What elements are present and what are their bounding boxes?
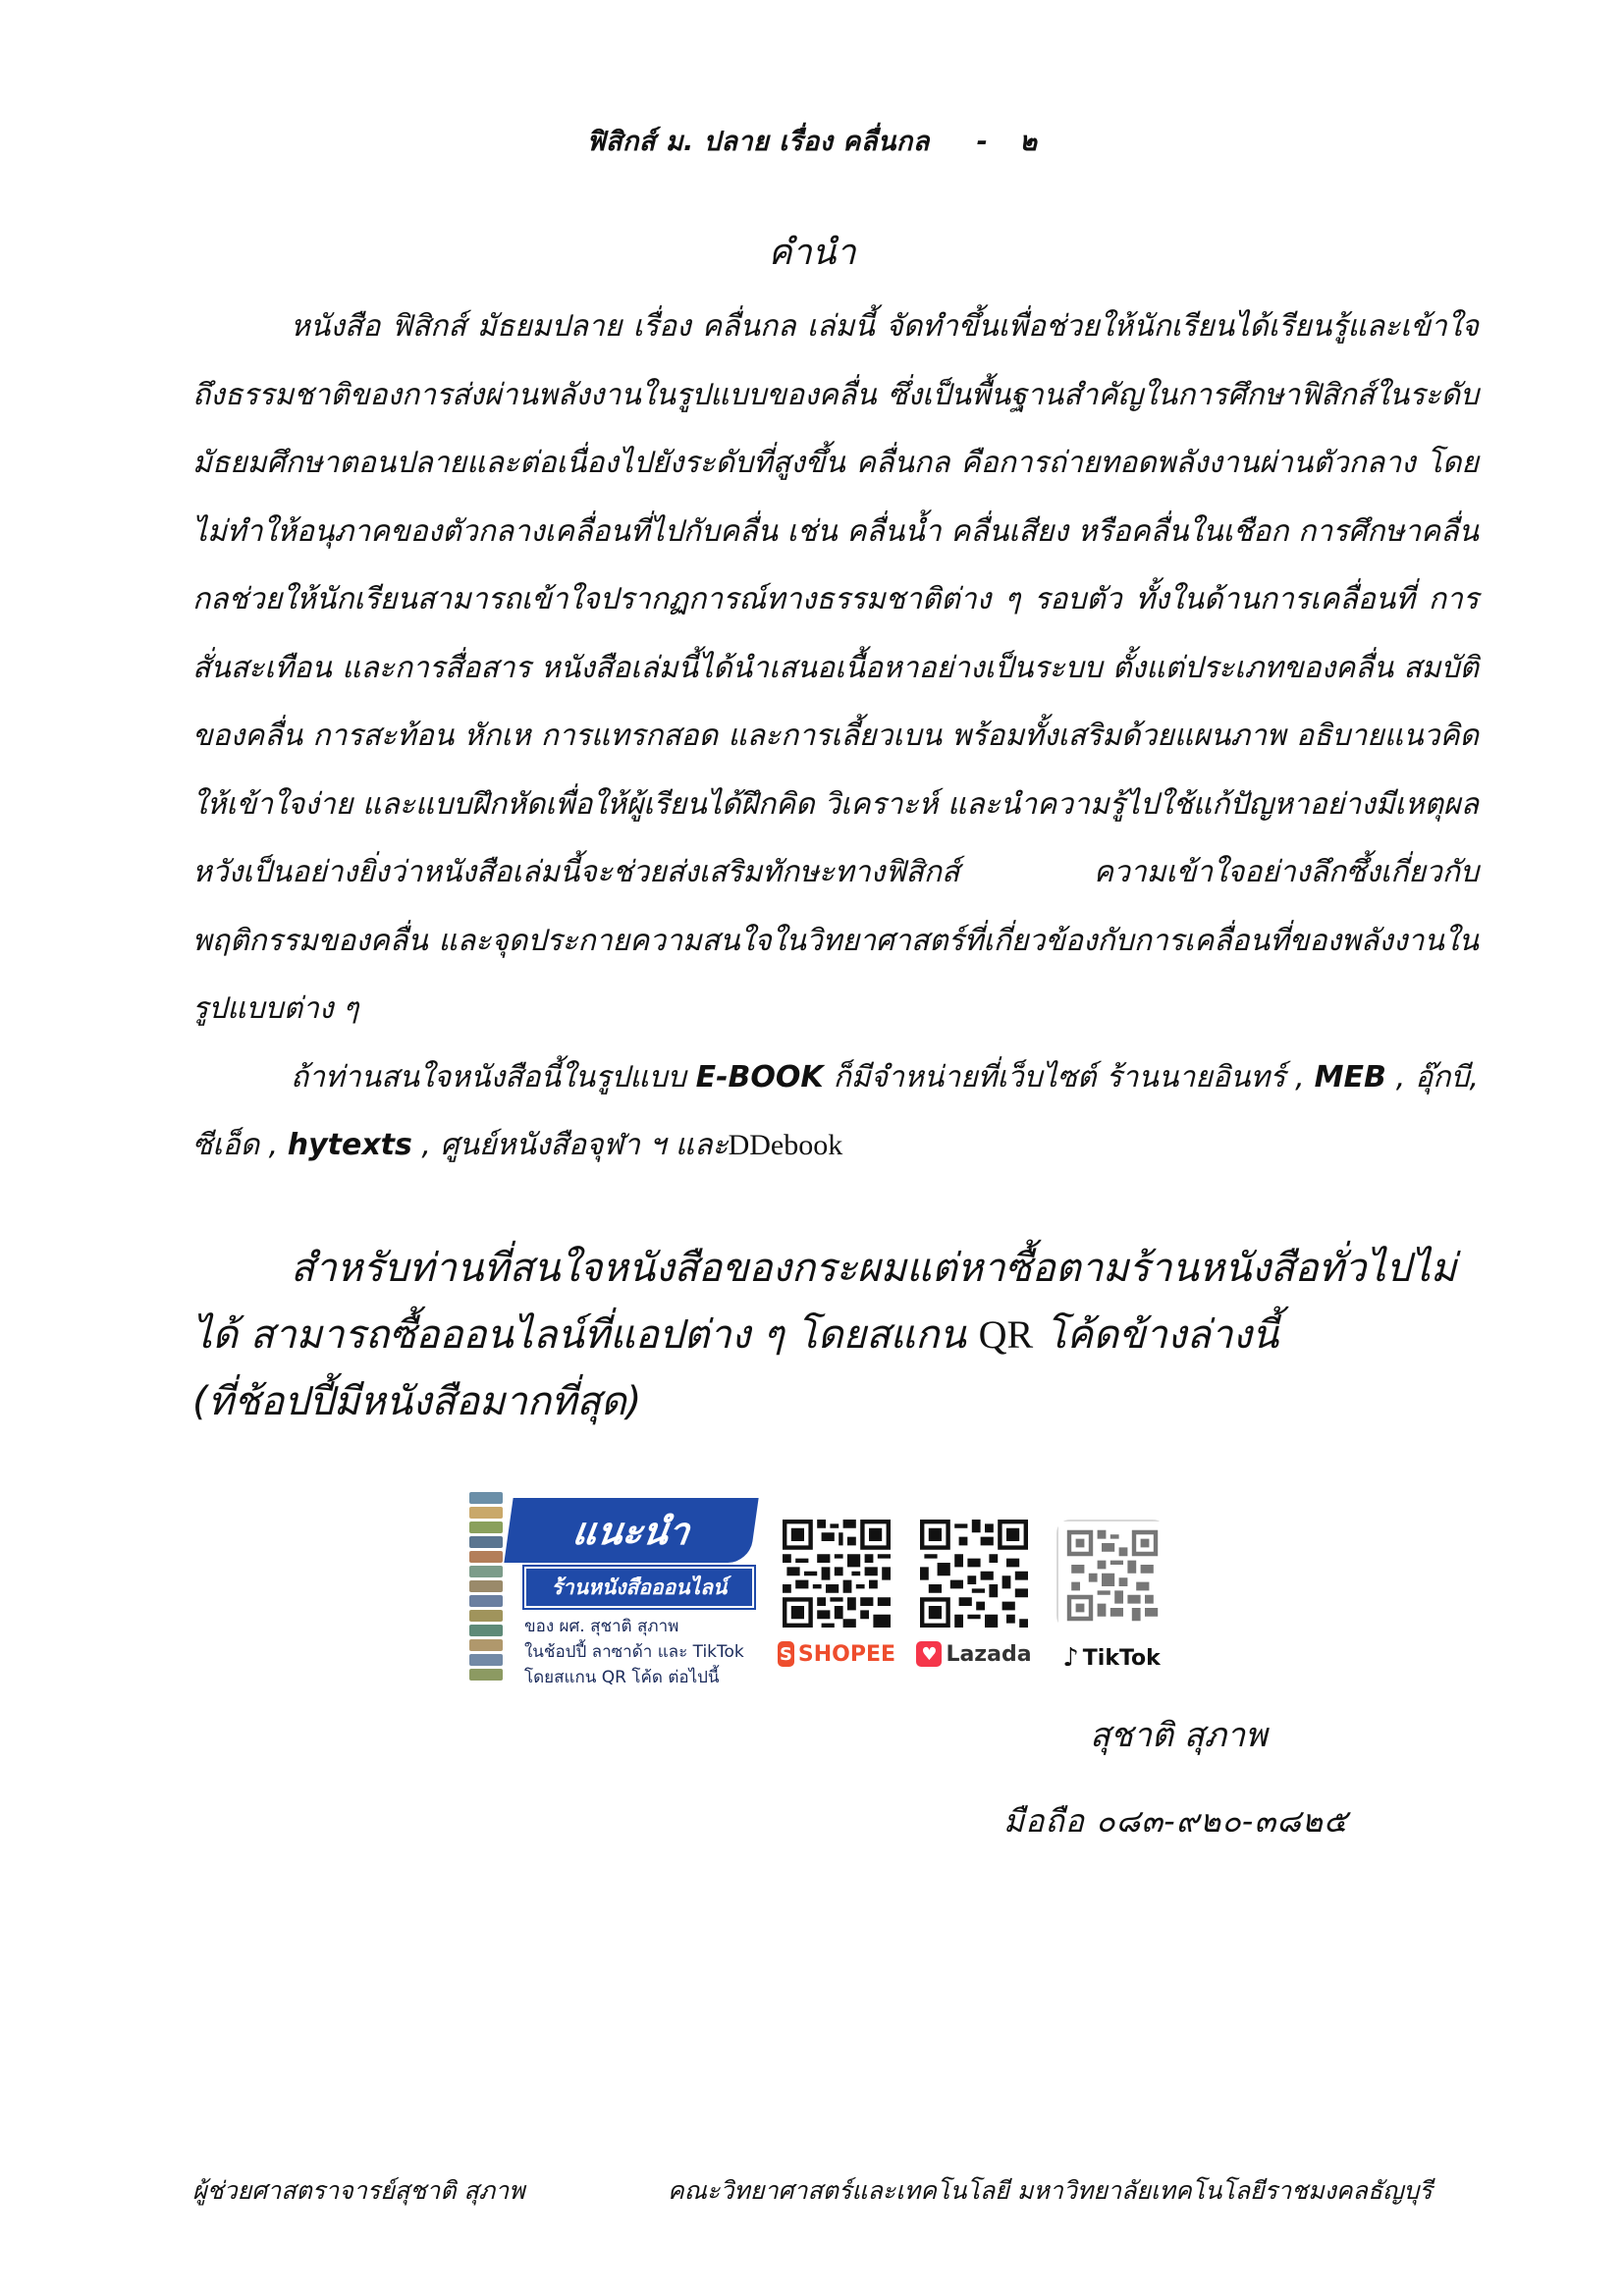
ebook-text-a: ถ้าท่านสนใจหนังสือนี้ในรูปแบบ — [291, 1059, 696, 1095]
preface-paragraph-1: หนังสือ ฟิสิกส์ มัธยมปลาย เรื่อง คลื่นกล เล่มนี้ จัดทำขึ้นเพื่อช่วยให้นักเรียนได้เรียนรู้และเข้าใจถึงธรรมชาติของการส่งผ่านพลังงานในรูปแบบของคลื่น ซึ่งเป็นพื้นฐานสำคัญในการศึกษาฟิสิกส์ในระดับมัธยมศึกษาตอนปลายและต่อเนื่องไปยังระดับที่สูงขึ้น คลื่นกล คือการถ่ายทอดพลังงานผ่านตัวกลาง โดยไม่ทำให้อนุภาคของตัวกลางเคลื่อนที่ไปกับคลื่น เช่น คลื่นน้ำ คลื่นเสียง หรือคลื่นในเชือก การศึกษาคลื่นกลช่วยให้นักเรียนสามารถเข้าใจปรากฏการณ์ทางธรรมชาติต่าง ๆ รอบตัว ทั้งในด้านการเคลื่อนที่ การสั่นสะเทือน และการสื่อสาร หนังสือเล่มนี้ได้นำเสนอเนื้อหาอย่างเป็นระบบ ตั้งแต่ประเภทของคลื่น สมบัติของคลื่น การสะท้อน หักเห การแทรกสอด และการเลี้ยวเบน พร้อมทั้งเสริมด้วยแผนภาพ อธิบายแนวคิดให้เข้าใจง่าย และแบบฝึกหัดเพื่อให้ผู้เรียนได้ฝึกคิด วิเคราะห์ และนำความรู้ไปใช้แก้ปัญหาอย่างมีเหตุผล หวังเป็นอย่างยิ่งว่าหนังสือเล่มนี้จะช่วยส่งเสริมทักษะทางฟิสิกส์ ความเข้าใจอย่างลึกซึ้งเกี่ยวกับพฤติกรรมของคลื่น และจุดประกายความสนใจในวิทยาศาสตร์ที่เกี่ยวข้องกับการเคลื่อนที่ของพลังงานในรูปแบบต่าง ๆ — [192, 309, 1479, 1026]
online-store-banner — [469, 1492, 764, 1696]
banner-lines — [524, 1614, 770, 1690]
lazada-heart-icon: ♥ — [916, 1641, 942, 1667]
banner-line: โดยสแกน QR โค้ด ต่อไปนี้ — [524, 1668, 720, 1687]
page-title: คำนำ — [768, 233, 856, 273]
running-title: ฟิสิกส์ ม. ปลาย เรื่อง คลื่นกล — [586, 127, 930, 157]
purchase-text-2: โค้ดข้างล่างนี้ — [1033, 1312, 1279, 1358]
author-phone: มือถือ ๐๘๓-๙๒๐-๓๘๒๕ — [1003, 1802, 1349, 1840]
ebook-text-d: , ศูนย์หนังสือจุฬา ฯ และ — [411, 1128, 729, 1162]
book-stack-icon — [469, 1492, 503, 1688]
ddebook-label: DDebook — [728, 1129, 843, 1161]
lazada-qr-code[interactable] — [920, 1520, 1028, 1628]
shopee-qr-block[interactable] — [778, 1520, 895, 1667]
qr-icon — [920, 1520, 1028, 1628]
preface-paragraph-2 — [192, 1043, 1479, 1180]
shopee-label: S SHOPEE — [779, 1641, 895, 1667]
preface-body — [192, 293, 1479, 1180]
banner-subtitle: ร้านหนังสือออนไลน์ — [524, 1567, 754, 1608]
ebook-label: E-BOOK — [695, 1059, 824, 1095]
tiktok-label: ♪ TikTok — [1062, 1643, 1161, 1673]
qr-word: QR — [978, 1312, 1034, 1357]
purchase-text-1: สำหรับท่านที่สนใจหนังสือของกระผมแต่หาซื้อตามร้านหนังสือทั่วไปไม่ได้ สามารถซื้อออนไลน์ที่แอปต่าง ๆ โดยสแกน — [192, 1246, 1457, 1358]
page-number: ๒ — [1019, 127, 1038, 157]
tiktok-note-icon: ♪ — [1062, 1643, 1079, 1673]
tiktok-qr-code[interactable] — [1056, 1520, 1166, 1629]
banner-line: ในช้อปปี้ ลาซาด้า และ TikTok — [524, 1642, 744, 1662]
footer-institution: คณะวิทยาศาสตร์และเทคโนโลยี มหาวิทยาลัยเทคโนโลยีราชมงคลธัญบุรี — [668, 2176, 1433, 2205]
online-purchase-note — [192, 1235, 1479, 1435]
footer-author: ผู้ช่วยศาสตราจารย์สุชาติ สุภาพ — [192, 2176, 525, 2205]
lazada-qr-block[interactable] — [915, 1520, 1033, 1667]
banner-line: ของ ผศ. สุชาติ สุภาพ — [524, 1617, 679, 1636]
qr-icon — [783, 1520, 891, 1628]
running-header — [0, 120, 1624, 162]
banner-title: แนะนำ — [504, 1498, 758, 1563]
shopee-qr-code[interactable] — [783, 1520, 891, 1628]
hytexts-label: hytexts — [287, 1128, 412, 1162]
ebook-text-c: , อุ๊กบี, ซีเอ็ด , — [192, 1059, 1479, 1162]
ebook-text-b: ก็มีจำหน่ายที่เว็บไซต์ ร้านนายอินทร์ , — [823, 1059, 1315, 1095]
purchase-text-3: (ที่ช้อปปี้มีหนังสือมากที่สุด) — [192, 1379, 642, 1424]
page-separator: - — [976, 127, 989, 157]
shopee-bag-icon: S — [778, 1641, 794, 1667]
lazada-label: ♥ Lazada — [915, 1641, 1033, 1667]
author-signature: สุชาติ สุภาพ — [1090, 1716, 1268, 1755]
qr-icon — [1058, 1522, 1166, 1629]
tiktok-qr-block[interactable] — [1053, 1520, 1170, 1673]
meb-label: MEB — [1314, 1059, 1386, 1095]
